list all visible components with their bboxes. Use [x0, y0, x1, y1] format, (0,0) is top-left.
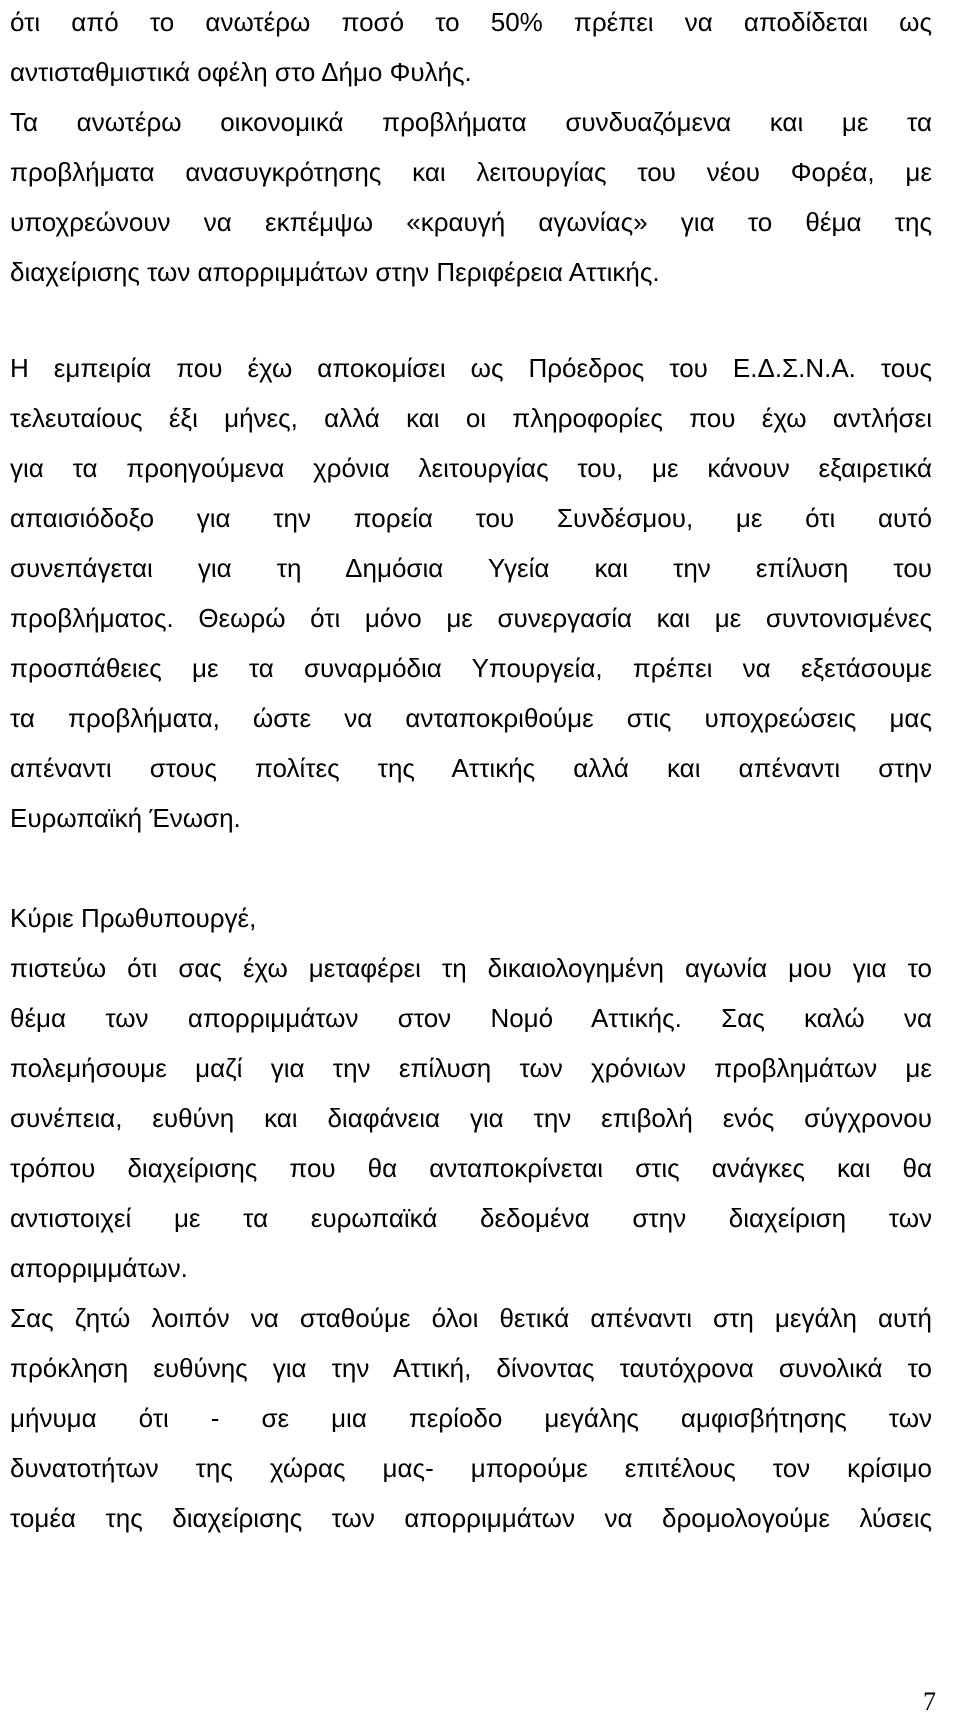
text-line: μήνυμα ότι - σε μια περίοδο μεγάλης αμφισβήτησης των — [10, 1403, 932, 1433]
text-line: τομέα της διαχείρισης των απορριμμάτων να δρομολογούμε λύσεις — [10, 1503, 932, 1533]
text-line: για τα προηγούμενα χρόνια λειτουργίας του, με κάνουν εξαιρετικά — [10, 453, 932, 483]
text-line: προσπάθειες με τα συναρμόδια Υπουργεία, πρέπει να εξετάσουμε — [10, 653, 932, 683]
paragraph-experience — [10, 343, 932, 843]
text-line: αντισταθμιστικά οφέλη στο Δήμο Φυλής. — [10, 57, 472, 87]
text-line: συνεπάγεται για τη Δημόσια Υγεία και την επίλυση του — [10, 553, 932, 583]
paragraph-compensation — [10, 0, 932, 97]
text-line: Η εμπειρία που έχω αποκομίσει ως Πρόεδρος του Ε.Δ.Σ.Ν.Α. τους — [10, 353, 932, 383]
text-line: Σας ζητώ λοιπόν να σταθούμε όλοι θετικά απέναντι στη μεγάλη αυτή — [10, 1303, 932, 1333]
page-number: 7 — [923, 1687, 936, 1716]
text-line: Τα ανωτέρω οικονομικά προβλήματα συνδυαζόμενα και με τα — [10, 107, 932, 137]
text-line: τρόπου διαχείρισης που θα ανταποκρίνεται στις ανάγκες και θα — [10, 1153, 932, 1183]
paragraph-address-prime-minister — [10, 893, 932, 1543]
text-line: πρόκληση ευθύνης για την Αττική, δίνοντας ταυτόχρονα συνολικά το — [10, 1353, 932, 1383]
text-line: δυνατοτήτων της χώρας μας- μπορούμε επιτέλους τον κρίσιμο — [10, 1453, 932, 1483]
paragraph-problems — [10, 97, 932, 297]
salutation-line: Κύριε Πρωθυπουργέ, — [10, 903, 257, 933]
text-line: απαισιόδοξο για την πορεία του Συνδέσμου, με ότι αυτό — [10, 503, 932, 533]
text-line: Ευρωπαϊκή Ένωση. — [10, 803, 241, 833]
text-line: τελευταίους έξι μήνες, αλλά και οι πληροφορίες που έχω αντλήσει — [10, 403, 932, 433]
text-line: προβλήματα ανασυγκρότησης και λειτουργίας του νέου Φορέα, με — [10, 157, 932, 187]
text-line: συνέπεια, ευθύνη και διαφάνεια για την επιβολή ενός σύγχρονου — [10, 1103, 932, 1133]
text-line: προβλήματος. Θεωρώ ότι μόνο με συνεργασία και με συντονισμένες — [10, 603, 932, 633]
text-line: τα προβλήματα, ώστε να ανταποκριθούμε στις υποχρεώσεις μας — [10, 703, 932, 733]
text-line: πιστεύω ότι σας έχω μεταφέρει τη δικαιολογημένη αγωνία μου για το — [10, 953, 932, 983]
text-line: υποχρεώνουν να εκπέμψω «κραυγή αγωνίας» για το θέμα της — [10, 207, 932, 237]
text-line: θέμα των απορριμμάτων στον Νομό Αττικής. Σας καλώ να — [10, 1003, 932, 1033]
text-line: απορριμμάτων. — [10, 1253, 188, 1283]
text-line: διαχείρισης των απορριμμάτων στην Περιφέρεια Αττικής. — [10, 257, 660, 287]
text-line: απέναντι στους πολίτες της Αττικής αλλά και απέναντι στην — [10, 753, 932, 783]
text-line: πολεμήσουμε μαζί για την επίλυση των χρόνιων προβλημάτων με — [10, 1053, 932, 1083]
text-line: ότι από το ανωτέρω ποσό το 50% πρέπει να αποδίδεται ως — [10, 7, 932, 37]
text-line: αντιστοιχεί με τα ευρωπαϊκά δεδομένα στην διαχείριση των — [10, 1203, 932, 1233]
document-body — [10, 0, 932, 1543]
paragraph-spacer — [10, 843, 932, 893]
paragraph-spacer — [10, 297, 932, 343]
